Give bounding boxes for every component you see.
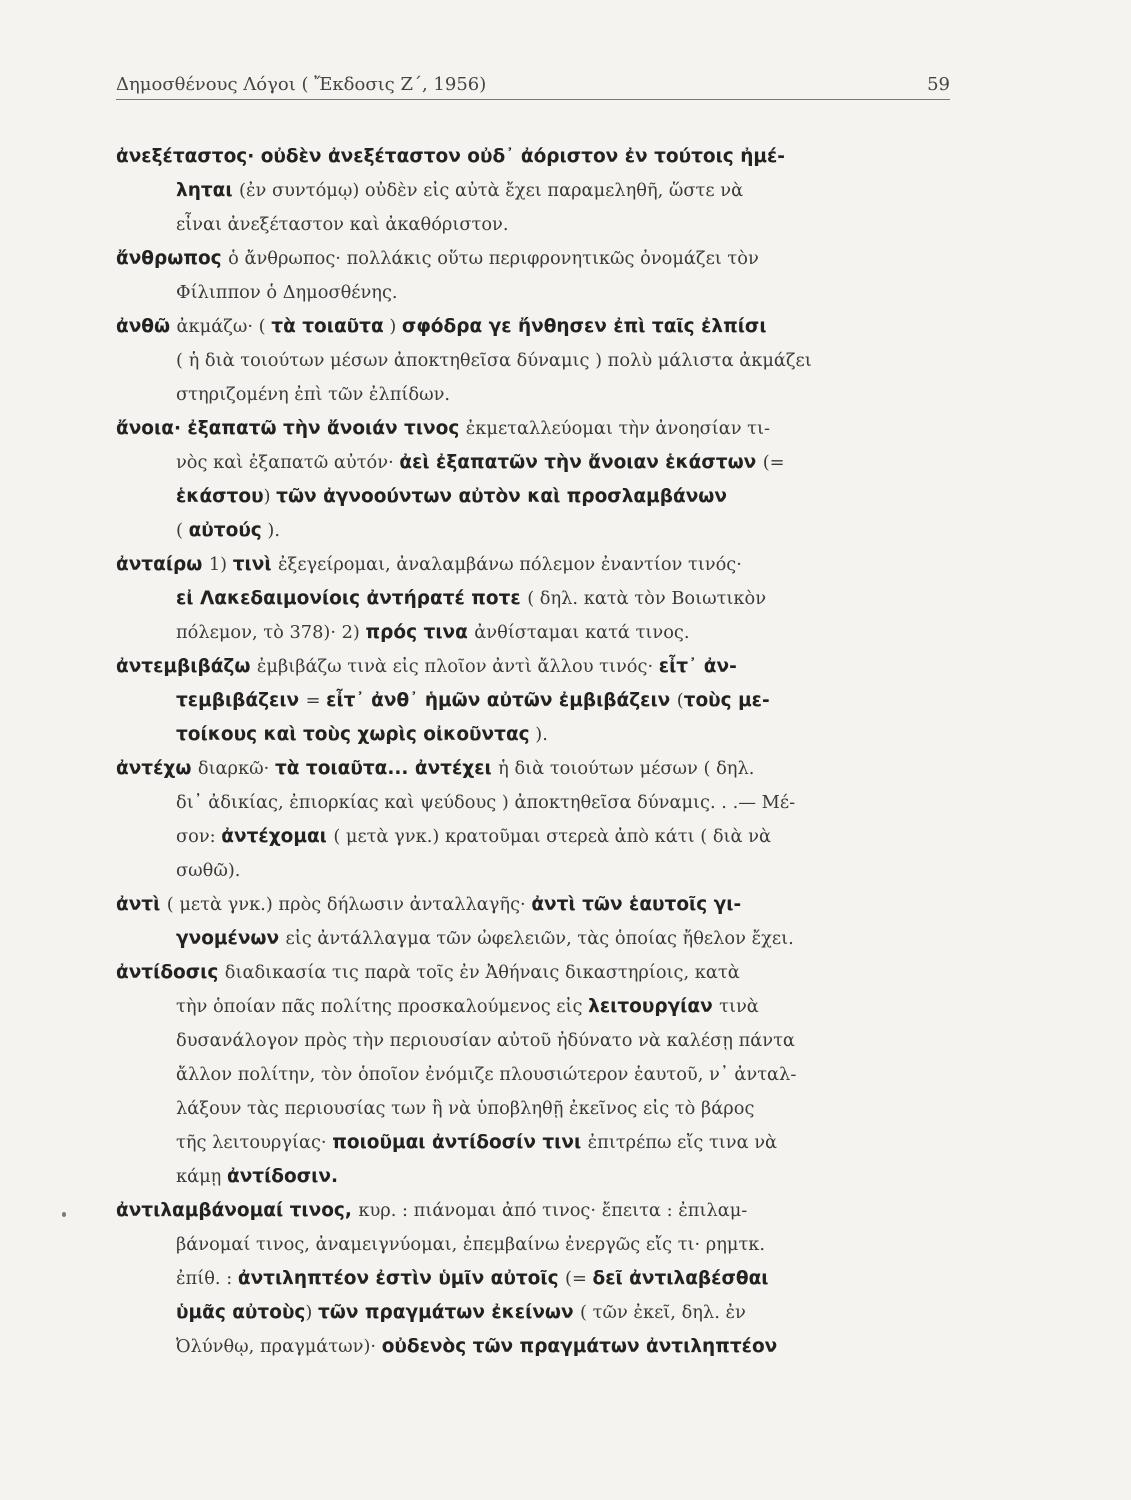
entry-headword-line — [116, 650, 964, 684]
gloss-text: τὴν ὁποίαν πᾶς πολίτης προσκαλούμενος εἰς — [176, 996, 589, 1017]
entry-continuation-line — [116, 718, 964, 752]
gloss-text: 1) — [208, 554, 233, 575]
entry-continuation-line — [116, 1330, 964, 1364]
gloss-text: κυρ. : πιάνομαι ἀπό τινος· ἔπειτα : ἐπιλαμ- — [358, 1200, 748, 1221]
bold-term: εἶτ᾽ ἀνθ᾽ ἡμῶν αὐτῶν ἐμβιβάζειν — [326, 690, 677, 711]
gloss-text: ἐμβιβάζω τινὰ εἰς πλοῖον ἀντὶ ἄλλου τινός· — [256, 656, 659, 677]
bold-term: τὰ τοιαῦτα — [271, 316, 384, 337]
entry-continuation-line — [116, 990, 964, 1024]
entry-continuation-line — [116, 854, 964, 888]
gloss-text: ἄλλον πολίτην, τὸν ὁποῖον ἐνόμιζε πλουσιώτερον ἑαυτοῦ, ν᾽ ἀνταλ- — [176, 1064, 797, 1085]
bold-term: τοὺς με- — [683, 690, 770, 711]
entry-continuation-line — [116, 446, 964, 480]
gloss-text: βάνομαί τινος, ἀναμειγνύομαι, ἐπεμβαίνω ἐνεργῶς εἴς τι· ρημτκ. — [176, 1234, 766, 1255]
gloss-text: ἡ διὰ τοιούτων μέσων ( δηλ. — [498, 758, 755, 779]
bold-term: τῶν πραγμάτων ἐκείνων — [318, 1302, 581, 1323]
bold-term: ἑκάστου — [176, 486, 264, 507]
gloss-text: πόλεμον, τὸ 378)· 2) — [176, 622, 366, 643]
bold-term: ἀντὶ τῶν ἑαυτοῖς γι- — [531, 894, 742, 915]
entry-continuation-line — [116, 514, 964, 548]
entry-continuation-line — [116, 174, 964, 208]
gloss-text: = — [305, 690, 327, 711]
gloss-text: ( δηλ. κατὰ τὸν Βοιωτικὸν — [527, 588, 767, 609]
entry-continuation-line — [116, 582, 964, 616]
entry-headword-line — [116, 140, 964, 174]
gloss-text: (= — [762, 452, 785, 473]
dictionary-body — [116, 140, 964, 1364]
entry-continuation-line — [116, 1262, 964, 1296]
entry-continuation-line — [116, 1058, 964, 1092]
gloss-text: ). — [261, 520, 281, 541]
entry-continuation-line — [116, 378, 964, 412]
running-header — [116, 74, 950, 100]
bold-term: ἀντιληπτέον ἐστὶν ὑμῖν αὐτοῖς — [237, 1268, 566, 1289]
entry-headword-line — [116, 412, 964, 446]
bold-term: εἰ Λακεδαιμονίοις ἀντήρατέ ποτε — [176, 588, 528, 609]
bold-term: αὐτούς — [188, 520, 262, 541]
gloss-text: δυσανάλογον πρὸς τὴν περιουσίαν αὐτοῦ ἠδύνατο νὰ καλέσῃ πάντα — [176, 1030, 795, 1051]
gloss-text: ( τῶν ἐκεῖ, δηλ. ἐν — [580, 1302, 746, 1323]
gloss-text: κάμῃ — [176, 1166, 227, 1187]
gloss-text: ( μετὰ γνκ.) πρὸς δήλωσιν ἀνταλλαγῆς· — [166, 894, 532, 915]
entry-continuation-line — [116, 616, 964, 650]
gloss-text: ). — [529, 724, 548, 745]
entry-headword-line — [116, 956, 964, 990]
gloss-text: ( — [176, 520, 189, 541]
bold-term: ποιοῦμαι ἀντίδοσίν τινι — [332, 1132, 588, 1153]
gloss-text: νὸς καὶ ἐξαπατῶ αὐτόν· — [176, 452, 400, 473]
bold-term: ἀντίδοσιν. — [226, 1166, 338, 1187]
gloss-text: ) — [383, 316, 402, 337]
entry-continuation-line — [116, 480, 964, 514]
entry-headword-line — [116, 242, 964, 276]
bold-term: ἀντεμβιβάζω — [116, 656, 257, 677]
gloss-text: ( ἡ διὰ τοιούτων μέσων ἀποκτηθεῖσα δύναμις ) πολὺ μάλιστα ἀκμάζει — [176, 350, 812, 371]
bold-term: τῶν ἀγνοούντων αὐτὸν καὶ προσλαμβάνων — [276, 486, 727, 507]
gloss-text: ὁ ἄνθρωπος· πολλάκις οὕτω περιφρονητικῶς ὀνομάζει τὸν — [228, 248, 759, 269]
bold-term: ὑμᾶς αὐτοὺς — [176, 1302, 306, 1323]
entry-continuation-line — [116, 1228, 964, 1262]
gloss-text: εἰς ἀντάλλαγμα τῶν ὠφελειῶν, τὰς ὁποίας ἤθελον ἔχει. — [285, 928, 794, 949]
bold-term: σφόδρα γε ἤνθησεν ἐπὶ ταῖς ἐλπίσι — [401, 316, 767, 337]
gloss-text: ἀνθίσταμαι κατά τινος. — [474, 622, 690, 643]
bold-term: ἀεὶ ἐξαπατῶν τὴν ἄνοιαν ἑκάστων — [399, 452, 763, 473]
bold-term: εἶτ᾽ ἀν- — [658, 656, 737, 677]
bold-term: τὰ τοιαῦτα... ἀντέχει — [274, 758, 499, 779]
gloss-text: διαδικασία τις παρὰ τοῖς ἐν Ἀθήναις δικαστηρίοις, κατὰ — [224, 962, 740, 983]
gloss-text: Φίλιππον ὁ Δημοσθένης. — [176, 282, 398, 303]
bold-term: ληται — [176, 180, 240, 201]
bold-term: ἀντέχομαι — [221, 826, 334, 847]
gloss-text: (= — [565, 1268, 593, 1289]
bold-term: λειτουργίαν — [588, 996, 720, 1017]
entry-headword-line — [116, 310, 964, 344]
gloss-text: ἐπίθ. : — [176, 1268, 238, 1289]
gloss-text: ) — [305, 1302, 318, 1323]
gloss-text: διαρκῶ· — [197, 758, 275, 779]
entry-continuation-line — [116, 922, 964, 956]
gloss-text: ) — [263, 486, 277, 507]
entry-continuation-line — [116, 1160, 964, 1194]
gloss-text: λάξουν τὰς περιουσίας των ἢ νὰ ὑποβληθῇ ἐκεῖνος εἰς τὸ βάρος — [176, 1098, 755, 1119]
entry-headword-line — [116, 752, 964, 786]
gloss-text: Ὀλύνθῳ, πραγμάτων)· — [176, 1336, 382, 1357]
header-title: Δημοσθένους Λόγοι ( Ἔκδοσις Ζ΄, 1956) — [116, 74, 487, 95]
bold-term: ἀντιλαμβάνομαί τινος, — [116, 1200, 359, 1221]
bold-term: οὐδενὸς τῶν πραγμάτων ἀντιληπτέον — [381, 1336, 778, 1357]
bold-term: ἀντέχω — [116, 758, 198, 779]
entry-continuation-line — [116, 1296, 964, 1330]
entry-continuation-line — [116, 344, 964, 378]
gloss-text: σωθῶ). — [176, 860, 241, 881]
bold-term: ἀντὶ — [116, 894, 167, 915]
bold-term: πρός τινα — [365, 622, 475, 643]
bold-term: τινὶ — [232, 554, 278, 575]
gloss-text: σον: — [176, 826, 222, 847]
gloss-text: ( — [676, 690, 684, 711]
bold-term: γνομένων — [176, 928, 286, 949]
gloss-text: ( μετὰ γνκ.) κρατοῦμαι στερεὰ ἀπὸ κάτι ( διὰ νὰ — [333, 826, 771, 847]
gloss-text: (ἐν συντόμῳ) οὐδὲν εἰς αὐτὰ ἔχει παραμεληθῆ, ὥστε νὰ — [239, 180, 744, 201]
entry-headword-line — [116, 548, 964, 582]
gloss-text: ἐπιτρέπω εἴς τινα νὰ — [587, 1132, 778, 1153]
bold-term: ἀνταίρω — [116, 554, 209, 575]
bold-term: δεῖ ἀντιλαβέσθαι — [592, 1268, 769, 1289]
entry-continuation-line — [116, 1126, 964, 1160]
bold-term: ἄνοια· ἐξαπατῶ τὴν ἄνοιάν τινος — [116, 418, 466, 439]
bold-term: τοίκους καὶ τοὺς χωρὶς οἰκοῦντας — [176, 724, 530, 745]
margin-speck — [62, 1212, 66, 1217]
entry-continuation-line — [116, 684, 964, 718]
gloss-text: στηριζομένη ἐπὶ τῶν ἐλπίδων. — [176, 384, 451, 405]
gloss-text: ἐξεγείρομαι, ἀναλαμβάνω πόλεμον ἐναντίον τινός· — [277, 554, 742, 575]
entry-headword-line — [116, 888, 964, 922]
bold-term: ἀντίδοσις — [116, 962, 225, 983]
entry-continuation-line — [116, 208, 964, 242]
entry-continuation-line — [116, 786, 964, 820]
gloss-text: τινὰ — [719, 996, 759, 1017]
entry-continuation-line — [116, 1024, 964, 1058]
gloss-text: τῆς λειτουργίας· — [176, 1132, 333, 1153]
bold-term: ἀνεξέταστος· οὐδὲν ἀνεξέταστον οὐδ᾽ ἀόριστον ἐν τούτοις ἠμέ- — [116, 146, 785, 167]
bold-term: τεμβιβάζειν — [176, 690, 306, 711]
entry-headword-line — [116, 1194, 964, 1228]
bold-term: ἄνθρωπος — [116, 248, 229, 269]
gloss-text: εἶναι ἀνεξέταστον καὶ ἀκαθόριστον. — [176, 214, 509, 235]
entry-continuation-line — [116, 1092, 964, 1126]
entry-continuation-line — [116, 820, 964, 854]
bold-term: ἀνθῶ — [116, 316, 177, 337]
entry-continuation-line — [116, 276, 964, 310]
gloss-text: δι᾽ ἀδικίας, ἐπιορκίας καὶ ψεύδους ) ἀποκτηθεῖσα δύναμις. . .— Μέ- — [176, 792, 796, 813]
gloss-text: ἐκμεταλλεύομαι τὴν ἀνοησίαν τι- — [465, 418, 770, 439]
gloss-text: ἀκμάζω· ( — [176, 316, 272, 337]
page-number: 59 — [927, 74, 950, 95]
